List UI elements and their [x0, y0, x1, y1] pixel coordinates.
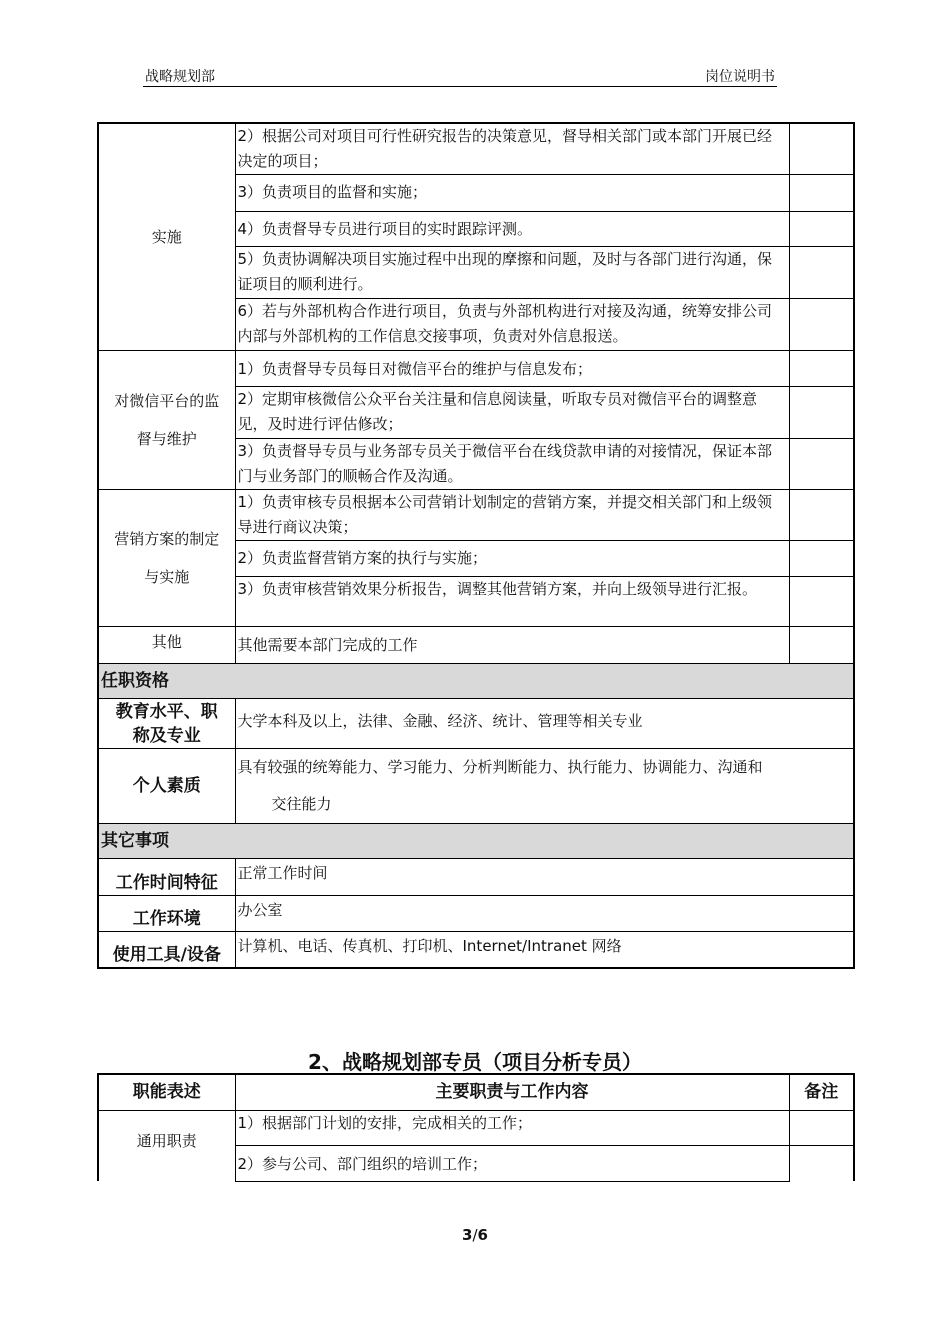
note-cell — [789, 212, 854, 247]
duty-item: 1）根据部门计划的安排，完成相关的工作； — [235, 1110, 789, 1145]
duty-item: 3）负责项目的监督和实施； — [235, 175, 789, 212]
note-cell — [789, 627, 854, 664]
note-cell — [789, 175, 854, 212]
col-duties-header: 主要职责与工作内容 — [235, 1074, 789, 1110]
worktime-value: 正常工作时间 — [235, 859, 854, 896]
header-doc-title: 岗位说明书 — [705, 69, 775, 85]
page-number: 3/6 — [462, 1226, 488, 1244]
specialist-duties-table — [97, 1073, 855, 1182]
category-other: 其他 — [98, 627, 235, 664]
duty-item: 6）若与外部机构合作进行项目，负责与外部机构进行对接及沟通，统筹安排公司内部与外部机构的工作信息交接事项，负责对外信息报送。 — [235, 299, 789, 351]
section-qualifications: 任职资格 — [98, 664, 854, 699]
duty-item: 2）根据公司对项目可行性研究报告的决策意见，督导相关部门或本部门开展已经决定的项目； — [235, 123, 789, 175]
note-cell — [789, 247, 854, 299]
duty-item: 4）负责督导专员进行项目的实时跟踪评测。 — [235, 212, 789, 247]
duty-item: 2）定期审核微信公众平台关注量和信息阅读量，听取专员对微信平台的调整意见，及时进行评估修改； — [235, 387, 789, 439]
education-value: 大学本科及以上，法律、金融、经济、统计、管理等相关专业 — [235, 699, 854, 749]
category-wechat: 对微信平台的监 督与维护 — [98, 351, 235, 490]
personal-label: 个人素质 — [98, 749, 235, 824]
duty-item: 5）负责协调解决项目实施过程中出现的摩擦和问题，及时与各部门进行沟通，保证项目的顺利进行。 — [235, 247, 789, 299]
header-rule — [143, 86, 777, 87]
duty-item: 3）负责审核营销效果分析报告，调整其他营销方案，并向上级领导进行汇报。 — [235, 577, 789, 627]
education-label: 教育水平、职 称及专业 — [98, 699, 235, 749]
worktime-label: 工作时间特征 — [98, 859, 235, 896]
note-cell — [789, 123, 854, 175]
category-marketing: 营销方案的制定 与实施 — [98, 490, 235, 627]
col-function-header: 职能表述 — [98, 1074, 235, 1110]
note-cell — [789, 577, 854, 627]
duty-item: 1）负责审核专员根据本公司营销计划制定的营销方案，并提交相关部门和上级领导进行商议决策； — [235, 490, 789, 541]
header-department: 战略规划部 — [145, 69, 215, 85]
category-general: 通用职责 — [98, 1110, 235, 1181]
duty-item: 3）负责督导专员与业务部专员关于微信平台在线贷款申请的对接情况，保证本部门与业务部门的顺畅合作及沟通。 — [235, 439, 789, 490]
environment-label: 工作环境 — [98, 896, 235, 932]
note-cell — [789, 1145, 854, 1181]
section-other: 其它事项 — [98, 824, 854, 859]
note-cell — [789, 387, 854, 439]
tools-label: 使用工具/设备 — [98, 932, 235, 968]
category-implementation: 实施 — [98, 123, 235, 351]
note-cell — [789, 490, 854, 541]
duty-item: 1）负责督导专员每日对微信平台的维护与信息发布； — [235, 351, 789, 387]
duty-item: 其他需要本部门完成的工作 — [235, 627, 789, 664]
note-cell — [789, 1110, 854, 1145]
note-cell — [789, 299, 854, 351]
tools-value: 计算机、电话、传真机、打印机、Internet/Intranet 网络 — [235, 932, 854, 968]
note-cell — [789, 351, 854, 387]
environment-value: 办公室 — [235, 896, 854, 932]
note-cell — [789, 439, 854, 490]
note-cell — [789, 541, 854, 577]
duties-table — [97, 122, 855, 969]
personal-value: 具有较强的统筹能力、学习能力、分析判断能力、执行能力、协调能力、沟通和 交往能力 — [235, 749, 854, 824]
duty-item: 2）负责监督营销方案的执行与实施； — [235, 541, 789, 577]
section2-title: 2、战略规划部专员（项目分析专员） — [308, 1050, 642, 1074]
duty-item: 2）参与公司、部门组织的培训工作； — [235, 1145, 789, 1181]
col-note-header: 备注 — [789, 1074, 854, 1110]
